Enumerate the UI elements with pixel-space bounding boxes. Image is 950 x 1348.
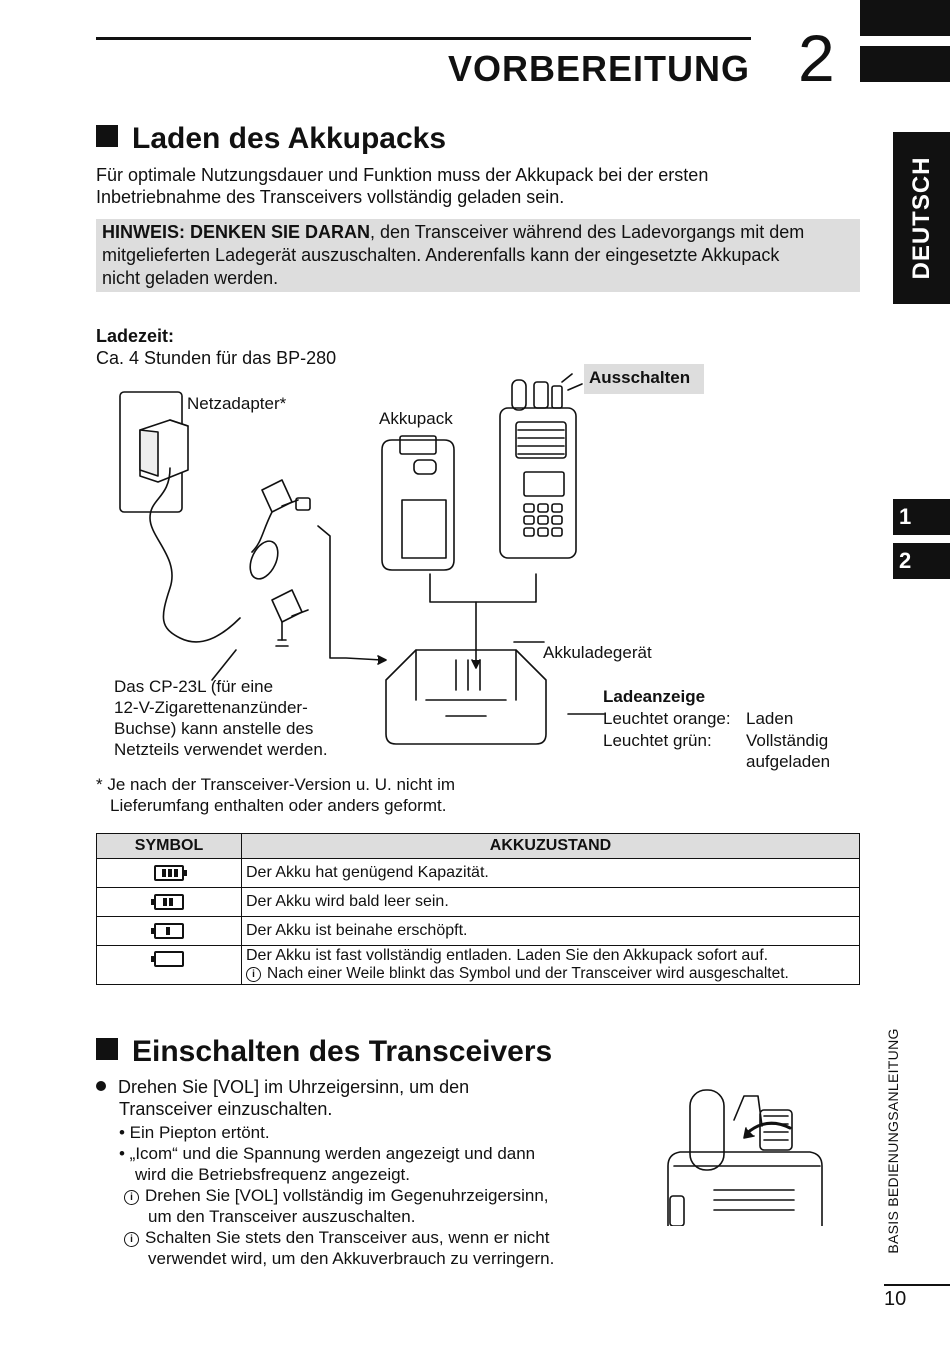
cp-note-line: Buchse) kann anstelle des: [114, 719, 314, 738]
bullet-line: [96, 1076, 636, 1098]
indicator-green-line: Vollständig: [746, 731, 829, 750]
square-bullet-icon: [96, 1038, 118, 1060]
table-header-status: AKKUZUSTAND: [242, 834, 860, 859]
footer-rule: [884, 1284, 950, 1286]
cp-note-line: Das CP-23L (für eine: [114, 677, 274, 696]
language-tab[interactable]: [893, 132, 950, 304]
charge-time-value: Ca. 4 Stunden für das BP-280: [96, 348, 337, 368]
battery-medium-icon: [97, 888, 242, 917]
intro-line: Für optimale Nutzungsdauer und Funktion muss der Akkupack bei der ersten: [96, 165, 709, 185]
transceiver-top-icon: [668, 1090, 822, 1226]
cp-note-line: 12-V-Zigarettenanzünder-: [114, 698, 308, 717]
section-charging-title-text: Laden des Akkupacks: [132, 122, 447, 155]
page-number: 10: [884, 1288, 907, 1310]
battery-label: Akkupack: [379, 409, 453, 428]
transceiver-icon: [500, 374, 576, 558]
dc-plug-icon: [245, 480, 310, 646]
power-on-instructions: [96, 1076, 636, 1269]
charging-illustration: [96, 360, 866, 780]
section-power-on-title: [96, 1035, 552, 1069]
section-power-on-title-text: Einschalten des Transceivers: [132, 1035, 553, 1068]
indicator-green-line: aufgeladen: [746, 752, 831, 771]
footnote-line: Lieferumfang enthalten oder anders geformt.: [110, 796, 447, 815]
table-header-row: [97, 834, 860, 859]
charger-icon: [386, 650, 546, 744]
section-charging: [96, 122, 446, 156]
note-line: nicht geladen werden.: [102, 268, 279, 288]
indicator-orange-label: Leuchtet orange:: [603, 709, 731, 728]
sub-item: • „Icom“ und die Spannung werden angezeigt und dann: [119, 1144, 536, 1163]
table-cell-info: [246, 965, 855, 983]
info-text: Schalten Sie stets den Transceiver aus, wenn er nicht: [145, 1228, 550, 1247]
indicator-green-label: Leuchtet grün:: [603, 731, 712, 750]
note-box: [96, 219, 860, 292]
cp-note-line: Netzteils verwendet werden.: [114, 740, 328, 759]
chapter-tab-1[interactable]: 1: [893, 499, 950, 535]
note-bold: HINWEIS: DENKEN SIE DARAN: [102, 222, 371, 242]
note-text: , den Transceiver während des Ladevorgangs mit dem: [370, 222, 805, 242]
table-cell-text: Der Akku ist fast vollständig entladen. Laden Sie den Akkupack sofort auf.: [246, 947, 769, 964]
table-cell: Der Akku wird bald leer sein.: [242, 888, 860, 917]
battery-pack-icon: [382, 436, 454, 570]
footnote: [96, 774, 455, 816]
battery-full-icon: [97, 859, 242, 888]
indicator-title: Ladeanzeige: [603, 687, 706, 706]
adapter-label: Netzadapter*: [187, 394, 287, 413]
table-row: [97, 946, 860, 985]
table-row: [97, 917, 860, 946]
table-row: [97, 888, 860, 917]
charging-intro: [96, 164, 856, 208]
charge-time-label: Ladezeit:: [96, 326, 175, 346]
charger-label: Akkuladegerät: [543, 643, 652, 662]
note-line: mitgelieferten Ladegerät auszuschalten. Anderenfalls kann der eingesetzte Akkupack: [102, 245, 780, 265]
bullet-dot-icon: [96, 1081, 106, 1091]
chapter-tab-2[interactable]: 2: [893, 543, 950, 579]
ac-adapter-icon: [120, 392, 240, 642]
manual-label-text: BASIS BEDIENUNGSANLEITUNG: [885, 1028, 901, 1254]
footnote-line: * Je nach der Transceiver-Version u. U. nicht im: [96, 775, 456, 794]
square-bullet-icon: [96, 125, 118, 147]
header-block-top: [860, 0, 950, 36]
section-charging-title: [96, 122, 446, 156]
volume-knob-illustration: [664, 1080, 830, 1226]
info-icon: i: [246, 967, 261, 982]
battery-empty-icon: [97, 946, 242, 985]
table-row: [97, 859, 860, 888]
battery-low-icon: [97, 917, 242, 946]
sub-item-cont: wird die Betriebsfrequenz angezeigt.: [135, 1165, 410, 1184]
info-item: [96, 1227, 636, 1248]
header-block-bottom: [860, 46, 950, 82]
info-text-cont: verwendet wird, um den Akkuverbrauch zu verringern.: [148, 1249, 555, 1268]
indicator-orange-value: Laden: [746, 709, 794, 728]
table-cell-info-text: Nach einer Weile blinkt das Symbol und der Transceiver wird ausgeschaltet.: [267, 965, 789, 982]
table-cell: Der Akku hat genügend Kapazität.: [242, 859, 860, 888]
language-tab-label: DEUTSCH: [907, 156, 935, 280]
bullet-text: Drehen Sie [VOL] im Uhrzeigersinn, um den: [118, 1077, 470, 1097]
intro-line: Inbetriebnahme des Transceivers vollständig geladen sein.: [96, 187, 565, 207]
power-off-badge: Ausschalten: [584, 364, 704, 394]
info-item: [96, 1185, 636, 1206]
table-header-symbol: SYMBOL: [97, 834, 242, 859]
section-power-on: [96, 1035, 552, 1069]
info-icon: i: [124, 1190, 139, 1205]
note-line: [102, 221, 854, 244]
sub-item: • Ein Piepton ertönt.: [119, 1123, 270, 1142]
manual-label: [878, 1016, 908, 1266]
table-cell: Der Akku ist beinahe erschöpft.: [242, 917, 860, 946]
info-icon: i: [124, 1232, 139, 1247]
chapter-number: 2: [798, 21, 835, 95]
bullet-line: Transceiver einzuschalten.: [119, 1099, 333, 1119]
table-cell: [242, 946, 860, 985]
chapter-title: VORBEREITUNG: [447, 48, 750, 89]
info-text-cont: um den Transceiver auszuschalten.: [148, 1207, 416, 1226]
header-rule: [96, 37, 751, 40]
battery-status-table: [96, 833, 860, 985]
info-text: Drehen Sie [VOL] vollständig im Gegenuhrzeigersinn,: [145, 1186, 549, 1205]
